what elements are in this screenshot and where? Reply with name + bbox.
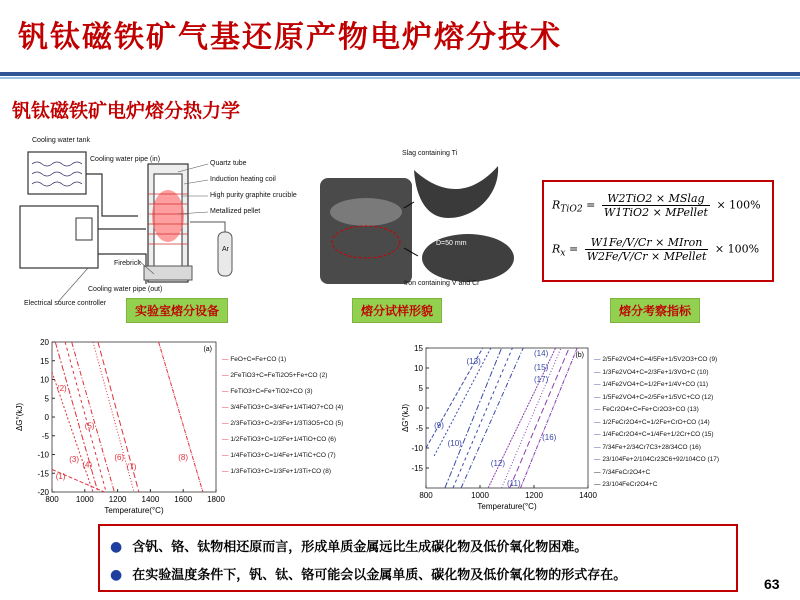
chart-b-x-tick-label: 800: [419, 491, 433, 500]
chart-a-legend-entry: [222, 436, 336, 443]
label-pipe-out: Cooling water pipe (out): [88, 286, 163, 293]
chart-b-curve-label: (10): [447, 439, 462, 448]
chart-b-legend-name: 1/5Fe2VO4+C=2/5Fe+1/5VC+CO: [602, 393, 702, 401]
chart-b-y-tick-label: -15: [411, 464, 423, 473]
chart-b-y-tick-label: -10: [411, 444, 423, 453]
caption-indices: 熔分考察指标: [610, 298, 700, 323]
chart-a-legend-number: (6): [328, 436, 337, 443]
conclusion-2-text: 在实验温度条件下，钒、钛、铬可能会以金属单质、碳化物及低价氧化物的形式存在。: [132, 568, 627, 583]
chart-a-y-tick-label: -5: [41, 431, 49, 441]
chart-a-x-tick-label: 1200: [108, 495, 127, 504]
chart-b-legend-number: (10): [696, 368, 709, 376]
chart-b-container: [400, 340, 597, 522]
label-scale: D=50 mm: [436, 240, 467, 247]
chart-b-legend-swatch: —: [594, 418, 603, 426]
chart-a-legend-name: FeTiO3+C=Fe+TiO2+CO: [230, 388, 305, 395]
chart-b-legend-number: (17): [707, 456, 720, 463]
chart-a-curve-label: (8): [178, 453, 189, 463]
chart-a-x-tick-label: 1000: [75, 495, 94, 504]
chart-b-x-tick-label: 1400: [579, 491, 597, 500]
bullet-dot-icon: ●: [110, 567, 123, 583]
chart-b-legend-entry: [594, 456, 719, 463]
chart-a-y-tick-label: -20: [37, 488, 49, 497]
chart-a-legend-number: (4): [335, 404, 344, 411]
chart-b-legend-extra: — 23/104FeCr2O4+C: [594, 481, 658, 488]
chart-a-legend-entry: [222, 468, 331, 475]
chart-b-panel-label: (b): [575, 352, 584, 359]
caption-samples: 熔分试样形貌: [352, 298, 442, 323]
chart-b-y-tick-label: 15: [414, 344, 423, 353]
formula-box: [542, 180, 774, 282]
label-firebrick: Firebrick: [114, 260, 141, 267]
chart-a-y-tick-label: -15: [37, 469, 49, 479]
chart-a-y-tick-label: 15: [40, 356, 49, 366]
label-crucible: High purity graphite crucible: [210, 192, 297, 199]
bullet-dot-icon: ●: [110, 539, 123, 555]
chart-a-x-tick-label: 1800: [207, 495, 225, 504]
chart-a-legend-number: (8): [323, 468, 331, 475]
chart-b-legend-entry: [594, 419, 710, 426]
chart-b-legend-entry: [594, 356, 717, 363]
r-x-percent: × 100%: [714, 242, 760, 256]
controller-panel-shape: [76, 218, 92, 240]
chart-a-y-tick-label: 0: [44, 413, 49, 422]
chart-b-legend-extra: — 7/34FeCr2O4+C: [594, 468, 651, 476]
label-controller: Electrical source controller: [24, 300, 107, 307]
chart-b-x-tick-label: 1200: [525, 491, 543, 500]
chart-b-plot-frame: [426, 348, 588, 488]
chart-b-legend-number: (16): [689, 443, 701, 451]
chart-b-curve-label: (17): [534, 375, 549, 384]
sample-drawing: [318, 152, 528, 292]
r-ti-sub: TiO2: [560, 203, 583, 215]
chart-a-legend-number: (1): [278, 356, 287, 363]
chart-b-y-tick-label: 0: [418, 404, 423, 413]
chart-b-legend-entry: [594, 394, 713, 401]
label-slag: Slag containing Ti: [402, 150, 458, 157]
chart-a-curve-label: (3): [69, 455, 80, 464]
chart-b-curve-label: (11): [507, 479, 521, 488]
sample-photos: [318, 152, 528, 292]
conclusion-box: [98, 524, 738, 592]
chart-a-legend-swatch: —: [222, 436, 231, 443]
chart-a-curve-label: (2): [56, 383, 67, 393]
r-ti-percent: × 100%: [716, 198, 761, 212]
chart-b-y-tick-label: 10: [414, 364, 423, 373]
chart-a-y-tick-label: 10: [40, 375, 49, 385]
chart-b-curve-label: (14): [534, 349, 549, 358]
r-x-sub: x: [560, 247, 566, 259]
chart-a-legend-swatch: —: [222, 404, 231, 411]
section-subtitle: 钒钛磁铁矿电炉熔分热力学: [12, 100, 241, 122]
chart-b-legend-entry: [594, 406, 699, 413]
chart-a-legend-name: 1/2FeTiO3+C=1/2Fe+1/4TiO+CO: [230, 436, 329, 443]
conclusion-1: [110, 536, 587, 555]
chart-b-legend-name: 1/2FeCr2O4+C=1/2Fe+CrO+CO: [602, 418, 699, 426]
chart-a-y-axis-label: ΔG°(kJ): [15, 402, 24, 432]
sample-cross-section-shape: [320, 178, 412, 284]
chart-b-legend-number: (15): [702, 431, 714, 438]
chart-a-legend-name: 2/3FeTiO3+C=2/3Fe+1/3Ti3O5+CO: [230, 420, 336, 427]
chart-a-x-tick-label: 1600: [174, 495, 193, 504]
chart-a-legend-name: 3/4FeTiO3+C=3/4Fe+1/4Ti4O7+CO: [230, 404, 336, 411]
chart-a-x-tick-label: 800: [45, 495, 59, 504]
chart-b-legend: [594, 356, 794, 496]
chart-a-legend-name: 1/4FeTiO3+C=1/4Fe+1/4TiC+CO: [230, 452, 328, 459]
gas-line: [190, 222, 225, 232]
chart-a-legend-entry: [222, 404, 343, 411]
slag-piece-shape: [414, 166, 498, 218]
title-divider-light: [0, 77, 800, 79]
chart-a-y-tick-label: -10: [37, 450, 49, 460]
chart-b-legend-name: FeCr2O4+C=Fe+Cr2O3+CO: [602, 406, 688, 413]
chart-b-curve-label: (16): [542, 433, 557, 442]
chart-a-y-tick-label: 20: [40, 338, 49, 347]
chart-b-legend-name: 1/4FeCr2O4+C=1/4Fe+1/2Cr+CO: [602, 431, 703, 438]
title-divider: [0, 72, 800, 76]
chart-b-x-axis-label: Temperature(°C): [477, 502, 537, 511]
chart-b-y-tick-label: 5: [418, 384, 423, 393]
chart-b-y-tick-label: -5: [415, 424, 423, 433]
chart-a: [14, 338, 225, 520]
chart-a-panel-label: (a): [203, 346, 212, 353]
formula-r-x: $R_x$ = $\frac{\text{W1Fe/V/Cr × MIron}}{\text{W2Fe/V/Cr × MPellet}}$ × 100%: [552, 236, 760, 263]
label-pipe-in: Cooling water pipe (in): [90, 156, 161, 163]
chart-a-legend-entry: [222, 356, 286, 363]
chart-a-legend-number: (7): [327, 452, 336, 459]
chart-a-legend-name: 2FeTiO3+C=FeTi2O5+Fe+CO: [230, 372, 320, 379]
chart-a-legend-entry: [222, 420, 343, 427]
chart-b-legend-number: (12): [701, 393, 714, 401]
chart-a-curve-label: (4): [82, 460, 93, 470]
label-iron: Iron containing V and Cr: [404, 280, 480, 287]
chart-b-legend-swatch: —: [594, 368, 603, 376]
caption-apparatus: 实验室熔分设备: [126, 298, 228, 323]
chart-a-legend-swatch: —: [222, 452, 231, 459]
chart-b-legend-swatch: —: [594, 431, 603, 438]
chart-b-legend-name: 23/104Fe+2/104Cr23C6+92/104CO: [602, 456, 708, 463]
chart-a-x-tick-label: 1400: [141, 495, 160, 504]
gas-cylinder-shape: [218, 232, 232, 276]
chart-b-legend-entry: [594, 444, 701, 451]
cooling-tank-shape: [28, 152, 86, 194]
chart-b-legend-number: (11): [696, 381, 709, 388]
chart-b-legend-entry: [594, 381, 708, 388]
page-number: 63: [764, 576, 780, 592]
chart-a-legend-name: 1/3FeTiO3+C=1/3Fe+1/3Ti+CO: [230, 468, 324, 475]
chart-b-legend-name: 1/4Fe2VO4+C=1/2Fe+1/4V+CO: [602, 381, 697, 388]
chart-b-legend-entry: [594, 431, 714, 438]
chart-a-legend-swatch: —: [222, 388, 231, 395]
r-x-lhs: R: [552, 242, 561, 256]
chart-a-legend-number: (5): [335, 420, 344, 427]
page-title: 钒钛磁铁矿气基还原产物电炉熔分技术: [18, 20, 562, 55]
label-cooling-tank: Cooling water tank: [32, 137, 90, 144]
chart-a-legend-number: (3): [304, 388, 313, 395]
chart-b-legend-number: (13): [687, 406, 699, 413]
chart-a-legend-name: FeO+C=Fe+CO: [230, 356, 279, 363]
chart-a-y-tick-label: 5: [44, 394, 49, 404]
r-ti-lhs: R: [552, 198, 561, 212]
chart-a-legend-swatch: —: [222, 420, 231, 427]
chart-b-legend-entry: [594, 369, 709, 376]
chart-a-curve-label: (5): [84, 421, 95, 431]
label-pellet: Metallized pellet: [210, 208, 261, 215]
chart-b-legend-number: (9): [709, 356, 718, 363]
formula-r-ti: $R_{TiO2}$ = $\frac{\text{W2TiO2 × MSlag}}{\text{W1TiO2 × MPellet}}$ × 100%: [552, 192, 761, 219]
chart-a-container: [14, 338, 225, 520]
chart-a-legend-swatch: —: [222, 372, 231, 379]
slag-layer-shape: [330, 198, 402, 226]
apparatus-diagram: [18, 134, 297, 314]
chart-a-curve-label: (6): [114, 453, 125, 463]
chart-a-curve-label: (1): [55, 471, 66, 481]
chart-b-curve-label: (15): [534, 363, 549, 372]
conclusion-2: [110, 564, 626, 583]
r-ti-denominator: W1TiO2 × MPellet: [603, 206, 708, 219]
r-x-fraction: [585, 236, 709, 263]
chart-a-legend-entry: [222, 372, 327, 379]
chart-b-legend-swatch: —: [594, 443, 603, 451]
chart-a-legend-number: (2): [319, 372, 328, 379]
firebrick-shape: [144, 266, 192, 280]
chart-b-legend-swatch: —: [594, 456, 603, 463]
r-x-numerator: W1Fe/V/Cr × MIron: [585, 236, 709, 250]
chart-a-legend-swatch: —: [222, 468, 231, 475]
chart-b-curve-label: (13): [466, 357, 481, 366]
chart-a-legend-entry: [222, 388, 313, 395]
r-ti-fraction: [602, 192, 710, 219]
chart-b-x-tick-label: 1000: [471, 491, 489, 500]
chart-a-curve-label: (7): [126, 462, 137, 472]
chart-a-legend-entry: [222, 452, 336, 459]
chart-b-y-axis-label: ΔG°(kJ): [401, 403, 410, 433]
chart-a-x-axis-label: Temperature(°C): [104, 506, 164, 515]
chart-b-curve-label: (9): [434, 421, 444, 430]
r-x-denominator: W2Fe/V/Cr × MPellet: [586, 250, 707, 263]
chart-b-legend-name: 7/34Fe+2/34Cr7C3+28/34CO: [602, 443, 690, 451]
label-ar: Ar: [222, 246, 229, 253]
chart-b: [400, 340, 597, 522]
label-induction-coil: Induction heating coil: [210, 176, 276, 183]
chart-b-legend-swatch: —: [594, 381, 603, 388]
chart-b-legend-number: (14): [698, 418, 710, 426]
chart-b-legend-name: 1/3Fe2VO4+C=2/3Fe+1/3VO+C: [602, 368, 697, 376]
chart-a-legend-swatch: —: [222, 356, 231, 363]
chart-b-legend-swatch: —: [594, 406, 603, 413]
label-quartz-tube: Quartz tube: [210, 160, 247, 167]
chart-b-legend-swatch: —: [594, 356, 603, 363]
r-ti-numerator: W2TiO2 × MSlag: [602, 192, 710, 206]
chart-b-legend-swatch: —: [594, 393, 603, 401]
chart-b-legend-name: 2/5Fe2VO4+C=4/5Fe+1/5V2O3+CO: [602, 356, 710, 363]
chart-a-legend: [222, 356, 392, 486]
chart-b-curve-label: (12): [490, 459, 506, 468]
conclusion-1-text: 含钒、铬、钛物相还原而言，形成单质金属远比生成碳化物及低价氧化物困难。: [132, 540, 588, 555]
